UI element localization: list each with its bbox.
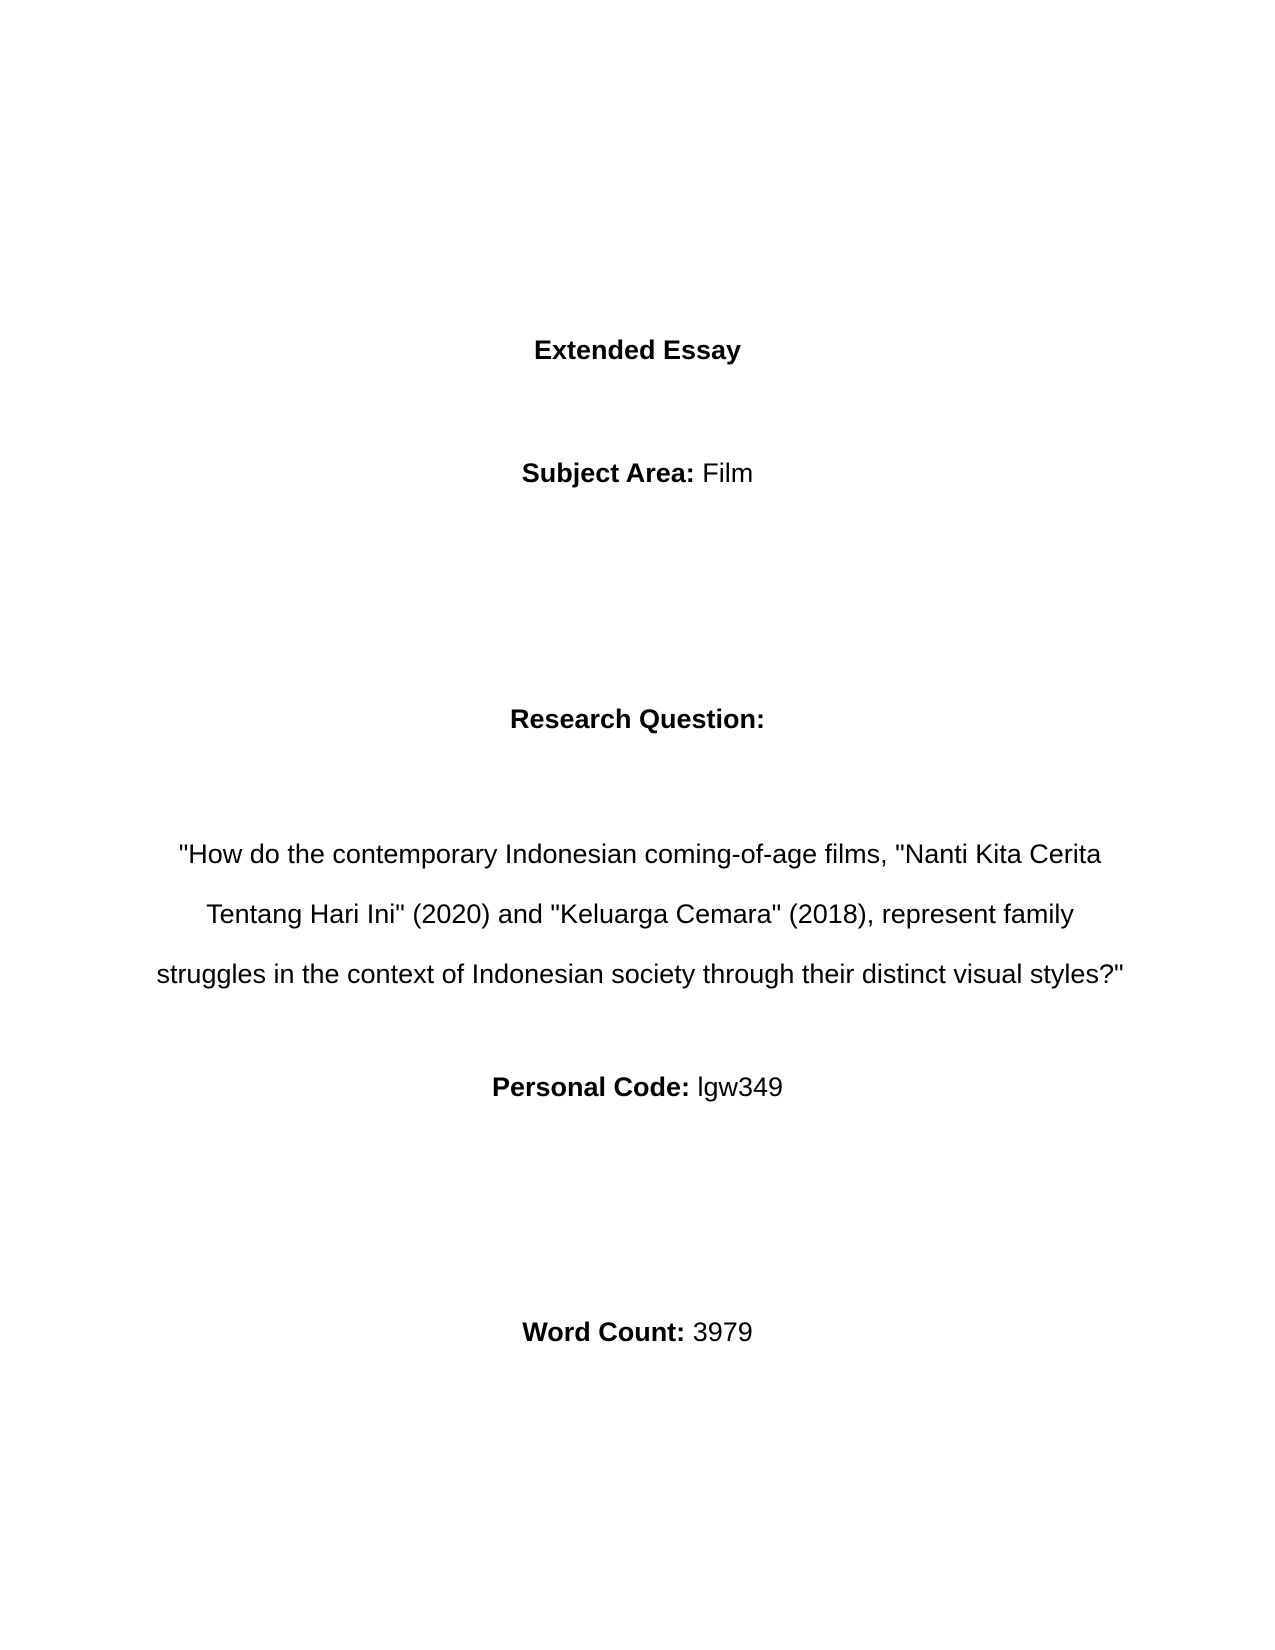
- research-question-line: Tentang Hari Ini" (2020) and "Keluarga Cemara" (2018), represent family: [206, 899, 1074, 929]
- word-count: [0, 1316, 1275, 1348]
- research-question-line: "How do the contemporary Indonesian coming-of-age films, "Nanti Kita Cerita: [178, 839, 1102, 869]
- personal-code: [0, 1071, 1275, 1103]
- essay-title: Extended Essay: [533, 335, 742, 365]
- subject-area-label: Subject Area:: [521, 458, 695, 488]
- subject-area-value: Film: [702, 458, 754, 488]
- research-question-label: Research Question:: [509, 704, 766, 734]
- research-question-line: struggles in the context of Indonesian society through their distinct visual styles?": [156, 959, 1124, 989]
- word-count-value: 3979: [692, 1317, 753, 1347]
- personal-code-value: lgw349: [697, 1072, 784, 1102]
- personal-code-label: Personal Code:: [491, 1072, 690, 1102]
- research-question-text: [140, 824, 1140, 1004]
- word-count-label: Word Count:: [522, 1317, 686, 1347]
- subject-area: [0, 457, 1275, 489]
